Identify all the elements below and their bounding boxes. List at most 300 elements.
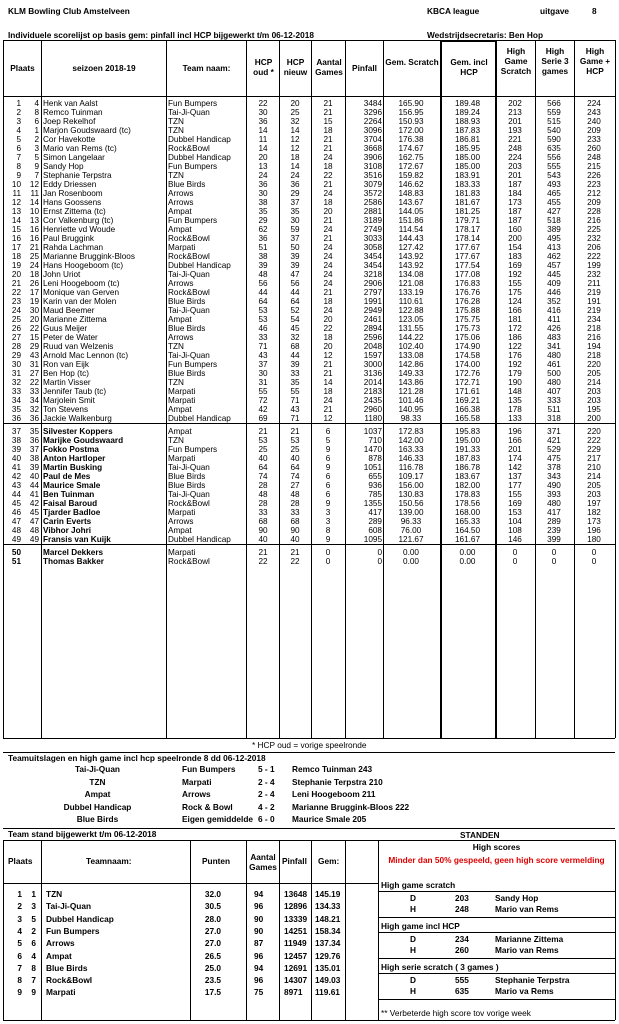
standing-points: 23.5 xyxy=(204,975,221,986)
cell-high-series: 399 xyxy=(547,535,561,544)
cell-player-name: Maud Beemer xyxy=(43,306,95,315)
cell-high-game-hcp: 243 xyxy=(587,108,601,117)
cell-avg-hcp: 185.00 xyxy=(454,162,481,171)
cell-rank: 34 xyxy=(11,396,21,405)
standing-points: 32.0 xyxy=(204,889,221,899)
cell-rank: 26 xyxy=(11,324,21,333)
cell-team: Fun Bumpers xyxy=(168,99,218,108)
cell-player-name: Mario van Rems (tc) xyxy=(43,144,117,153)
cell-rank: 4 xyxy=(16,126,21,135)
cell-high-series: 590 xyxy=(547,135,561,144)
cell-high-game-scratch: 187 xyxy=(508,180,522,189)
cell-avg-hcp: 174.90 xyxy=(454,342,481,351)
cell-avg-scratch: 139.00 xyxy=(398,508,424,517)
high-score-warning: Minder dan 50% gespeeld, geen high score vermelding xyxy=(388,855,605,865)
cell-pinfall: 1355 xyxy=(363,499,382,508)
cell-team: Marpati xyxy=(168,454,196,463)
cell-high-game-hcp: 197 xyxy=(587,499,601,508)
cell-games: 20 xyxy=(323,315,333,324)
cell-avg-hcp: 178.83 xyxy=(454,490,481,499)
cell-high-game-hcp: 173 xyxy=(587,517,601,526)
cell-high-game-scratch: 183 xyxy=(508,252,522,261)
cell-high-game-hcp: 205 xyxy=(587,481,601,490)
cell-avg-scratch: 144.05 xyxy=(398,207,424,216)
cell-hcp-new: 32 xyxy=(290,117,300,126)
standing-average: 158.34 xyxy=(315,925,341,936)
cell-hcp-new: 48 xyxy=(290,490,300,499)
cell-hcp-old: 46 xyxy=(258,324,268,333)
cell-team: Rock&Bowl xyxy=(168,499,210,508)
cell-high-game-hcp: 220 xyxy=(587,360,601,369)
cell-high-game-scratch: 202 xyxy=(508,99,522,108)
cell-prev-rank: 10 xyxy=(29,207,39,216)
standing-team-name: TZN xyxy=(46,889,63,899)
away-team: Eigen gemiddelde xyxy=(182,814,253,824)
cell-avg-scratch: 76.00 xyxy=(400,526,422,535)
cell-avg-scratch: 163.33 xyxy=(398,445,424,454)
cell-high-game-scratch: 221 xyxy=(508,135,522,144)
cell-high-series: 511 xyxy=(547,405,561,414)
cell-high-series: 515 xyxy=(547,117,561,126)
standen-title: STANDEN xyxy=(460,830,500,840)
standing-points: 17.5 xyxy=(204,987,221,998)
cell-player-name: Maurice Smale xyxy=(43,481,101,490)
cell-avg-hcp: 182.00 xyxy=(454,481,481,490)
cell-player-name: Paul de Mes xyxy=(43,472,91,481)
standing-rank: 7 xyxy=(17,962,22,973)
cell-hcp-old: 40 xyxy=(258,535,268,544)
cell-avg-scratch: 114.54 xyxy=(398,225,424,234)
cell-avg-scratch: 148.83 xyxy=(398,189,424,198)
cell-high-game-scratch: 192 xyxy=(508,360,522,369)
cell-games: 24 xyxy=(323,270,333,279)
cell-games: 21 xyxy=(323,99,333,108)
cell-games: 0 xyxy=(325,557,331,566)
cell-avg-hcp: 168.00 xyxy=(454,508,481,517)
cell-hcp-old: 11 xyxy=(258,135,268,144)
cell-games: 24 xyxy=(323,225,333,234)
cell-high-game-hcp: 0 xyxy=(591,548,597,557)
cell-avg-scratch: 130.83 xyxy=(398,490,424,499)
cell-pinfall: 3033 xyxy=(363,234,382,243)
cell-hcp-old: 56 xyxy=(258,279,268,288)
cell-high-game-hcp: 200 xyxy=(587,414,601,423)
standing-pinfall: 14251 xyxy=(284,925,308,936)
cell-avg-scratch: 0.00 xyxy=(403,548,419,557)
standing-rank: 2 xyxy=(17,901,22,912)
cell-high-game-scratch: 137 xyxy=(508,472,522,481)
cell-avg-scratch: 144.43 xyxy=(398,234,424,243)
player-row xyxy=(3,558,615,567)
cell-games: 12 xyxy=(323,414,333,423)
cell-games: 18 xyxy=(323,387,333,396)
cell-rank: 40 xyxy=(11,454,21,463)
cell-hcp-new: 74 xyxy=(290,472,300,481)
cell-team: Dubbel Handicap xyxy=(168,414,231,423)
cell-avg-hcp: 183.67 xyxy=(454,472,481,481)
cell-high-game-scratch: 135 xyxy=(508,396,522,405)
cell-high-game-hcp: 214 xyxy=(587,472,601,481)
cell-player-name: Marianne Zittema xyxy=(43,315,107,324)
cell-games: 9 xyxy=(325,463,331,472)
cell-hcp-old: 36 xyxy=(258,117,268,126)
cell-high-game-scratch: 172 xyxy=(508,324,522,333)
cell-hcp-old: 71 xyxy=(258,342,268,351)
cell-avg-scratch: 172.00 xyxy=(398,126,424,135)
cell-high-game-hcp: 248 xyxy=(587,153,601,162)
cell-games: 24 xyxy=(323,153,333,162)
cell-high-game-scratch: 201 xyxy=(508,445,522,454)
cell-high-game-hcp: 218 xyxy=(587,324,601,333)
cell-prev-rank: 20 xyxy=(29,315,39,324)
cell-player-name: Martin Busking xyxy=(43,463,103,472)
cell-team: Blue Birds xyxy=(168,369,206,378)
standing-rank: 1 xyxy=(17,889,22,899)
high-score-type: H xyxy=(410,904,416,914)
cell-high-series: 543 xyxy=(547,171,561,180)
cell-player-name: Faisal Baroud xyxy=(43,499,98,508)
cell-rank: 35 xyxy=(11,405,21,414)
home-team: Ampat xyxy=(84,789,111,799)
away-team: Rock & Bowl xyxy=(182,801,233,812)
cell-rank: 13 xyxy=(11,207,21,216)
cell-hcp-new: 47 xyxy=(290,270,300,279)
cell-hcp-old: 25 xyxy=(258,445,268,454)
standing-pinfall: 12691 xyxy=(284,962,308,973)
cell-rank: 25 xyxy=(11,315,21,324)
cell-player-name: Thomas Bakker xyxy=(43,557,104,566)
home-team: Blue Birds xyxy=(76,814,119,824)
cell-high-series: 465 xyxy=(547,189,561,198)
cell-high-game-hcp: 209 xyxy=(587,198,601,207)
cell-high-game-hcp: 209 xyxy=(587,126,601,135)
cell-prev-rank: 18 xyxy=(29,270,39,279)
cell-avg-scratch: 142.00 xyxy=(398,436,424,445)
cell-pinfall: 2048 xyxy=(363,342,382,351)
cell-avg-hcp: 181.83 xyxy=(454,189,481,198)
match-high-game: Stephanie Terpstra 210 xyxy=(292,776,383,787)
high-score-block-title: High game scratch xyxy=(381,880,456,890)
cell-avg-scratch: 116.78 xyxy=(398,463,424,472)
cell-games: 20 xyxy=(323,207,333,216)
cell-prev-rank: 12 xyxy=(29,180,39,189)
cell-high-game-hcp: 222 xyxy=(587,252,601,261)
cell-high-game-scratch: 155 xyxy=(508,490,522,499)
standing-prev-rank: 2 xyxy=(31,925,36,936)
match-score: 2 - 4 xyxy=(258,776,275,787)
cell-high-series: 333 xyxy=(547,396,561,405)
cell-avg-hcp: 172.71 xyxy=(454,378,481,387)
cell-player-name: Marianne Bruggink-Bloos xyxy=(43,252,135,261)
cell-avg-hcp: 181.25 xyxy=(454,207,481,216)
cell-prev-rank: 22 xyxy=(29,378,39,387)
standing-games: 94 xyxy=(254,962,264,973)
cell-rank: 45 xyxy=(11,499,21,508)
cell-player-name: Cor Havekotte xyxy=(43,135,96,144)
cell-team: Tai-Ji-Quan xyxy=(168,270,210,279)
cell-rank: 30 xyxy=(11,360,21,369)
cell-prev-rank: 9 xyxy=(34,162,39,171)
cell-avg-hcp: 177.67 xyxy=(454,252,481,261)
cell-rank: 17 xyxy=(11,243,21,252)
cell-player-name: Jennifer Taub (tc) xyxy=(43,387,107,396)
cell-team: Ampat xyxy=(168,315,192,324)
cell-team: Tai-Ji-Quan xyxy=(168,306,210,315)
cell-hcp-new: 68 xyxy=(290,517,300,526)
cell-prev-rank: 22 xyxy=(29,324,39,333)
cell-high-series: 457 xyxy=(547,261,561,270)
cell-high-series: 455 xyxy=(547,198,561,207)
cell-high-game-scratch: 124 xyxy=(508,297,522,306)
cell-hcp-old: 36 xyxy=(258,180,268,189)
cell-avg-scratch: 150.93 xyxy=(398,117,424,126)
cell-games: 6 xyxy=(325,481,331,490)
cell-high-series: 318 xyxy=(547,414,561,423)
cell-pinfall: 3484 xyxy=(363,99,382,108)
cell-pinfall: 3668 xyxy=(363,144,382,153)
cell-hcp-new: 55 xyxy=(290,387,300,396)
standing-average: 119.61 xyxy=(315,987,340,998)
cell-pinfall: 3079 xyxy=(363,180,382,189)
player-table xyxy=(3,100,615,567)
cell-games: 22 xyxy=(323,324,333,333)
cell-hcp-new: 12 xyxy=(290,144,300,153)
cell-prev-rank: 45 xyxy=(29,508,39,517)
cell-pinfall: 2264 xyxy=(363,117,382,126)
cell-pinfall: 3218 xyxy=(363,270,382,279)
cell-rank: 46 xyxy=(11,508,21,517)
cell-hcp-new: 33 xyxy=(290,369,300,378)
cell-games: 0 xyxy=(325,548,331,557)
cell-team: Rock&Bowl xyxy=(168,252,210,261)
cell-high-game-hcp: 191 xyxy=(587,297,601,306)
cell-avg-hcp: 175.75 xyxy=(454,315,481,324)
cell-high-series: 635 xyxy=(547,144,561,153)
high-score-type: D xyxy=(410,975,416,985)
cell-high-series: 555 xyxy=(547,162,561,171)
match-score: 6 - 0 xyxy=(258,814,275,824)
cell-high-game-hcp: 219 xyxy=(587,288,601,297)
cell-high-game-hcp: 206 xyxy=(587,243,601,252)
cell-hcp-old: 24 xyxy=(258,171,268,180)
standing-pinfall: 12896 xyxy=(284,901,308,912)
team-results-title: Teamuitslagen en high game incl hcp speelronde 8 dd 06-12-2018 xyxy=(8,753,266,763)
cell-high-game-scratch: 155 xyxy=(508,279,522,288)
cell-avg-scratch: 134.08 xyxy=(398,270,424,279)
list-subtitle: Individuele scorelijst op basis gem: pinfall incl HCP bijgewerkt t/m 06-12-2018 xyxy=(8,30,315,40)
cell-avg-scratch: 101.46 xyxy=(398,396,424,405)
high-score-value: 635 xyxy=(455,986,469,996)
cell-player-name: Anton Hartloper xyxy=(43,454,106,463)
cell-team: Fun Bumpers xyxy=(168,162,218,171)
cell-avg-scratch: 162.75 xyxy=(398,153,424,162)
cell-rank: 7 xyxy=(16,153,21,162)
cell-team: TZN xyxy=(168,342,184,351)
cell-high-series: 559 xyxy=(547,108,561,117)
cell-high-game-scratch: 175 xyxy=(508,288,522,297)
cell-prev-rank: 6 xyxy=(34,117,39,126)
high-score-value: 248 xyxy=(455,904,469,914)
cell-hcp-new: 68 xyxy=(290,342,300,351)
cell-games: 18 xyxy=(323,126,333,135)
cell-hcp-new: 33 xyxy=(290,508,300,517)
standing-games: 87 xyxy=(254,938,264,949)
cell-hcp-new: 40 xyxy=(290,454,300,463)
cell-high-series: 480 xyxy=(547,351,561,360)
cell-hcp-new: 52 xyxy=(290,306,300,315)
cell-hcp-old: 14 xyxy=(258,126,268,135)
cell-high-game-hcp: 182 xyxy=(587,508,601,517)
cell-games: 9 xyxy=(325,499,331,508)
cell-games: 6 xyxy=(325,472,331,481)
cell-hcp-new: 43 xyxy=(290,405,300,414)
cell-player-name: Fokko Postma xyxy=(43,445,99,454)
standing-pinfall: 13339 xyxy=(284,913,308,924)
standing-points: 27.0 xyxy=(204,925,221,936)
cell-pinfall: 608 xyxy=(368,526,382,535)
secretary: Wedstrijdsecretaris: Ben Hop xyxy=(427,30,544,40)
cell-hcp-old: 40 xyxy=(258,454,268,463)
high-score-value: 260 xyxy=(455,945,469,955)
edition-number: 8 xyxy=(592,6,597,16)
cell-high-series: 556 xyxy=(547,153,561,162)
cell-hcp-old: 90 xyxy=(258,526,268,535)
cell-player-name: Sandy Hop xyxy=(43,162,84,171)
cell-games: 24 xyxy=(323,396,333,405)
cell-games: 21 xyxy=(323,180,333,189)
cell-player-name: Marcel Dekkers xyxy=(43,548,104,557)
cell-high-game-scratch: 176 xyxy=(508,351,522,360)
cell-hcp-new: 39 xyxy=(290,252,300,261)
cell-hcp-old: 30 xyxy=(258,189,268,198)
cell-high-game-scratch: 108 xyxy=(508,526,522,535)
high-scores-label: High scores xyxy=(472,842,521,852)
cell-avg-scratch: 159.82 xyxy=(398,171,424,180)
standing-average: 149.03 xyxy=(315,975,341,986)
cell-high-game-scratch: 154 xyxy=(508,243,522,252)
high-score-type: D xyxy=(410,934,416,944)
cell-player-name: Guus Meijer xyxy=(43,324,88,333)
cell-games: 18 xyxy=(323,162,333,171)
cell-high-game-scratch: 192 xyxy=(508,270,522,279)
cell-hcp-new: 14 xyxy=(290,126,300,135)
cell-high-game-scratch: 196 xyxy=(508,427,522,436)
cell-avg-hcp: 195.00 xyxy=(454,436,481,445)
cell-rank: 43 xyxy=(11,481,21,490)
cell-high-series: 413 xyxy=(547,243,561,252)
cell-pinfall: 3108 xyxy=(363,162,382,171)
cell-pinfall: 1991 xyxy=(363,297,382,306)
cell-high-game-scratch: 224 xyxy=(508,153,522,162)
cell-high-game-scratch: 166 xyxy=(508,436,522,445)
cell-hcp-new: 12 xyxy=(290,135,300,144)
cell-games: 18 xyxy=(323,297,333,306)
cell-hcp-old: 72 xyxy=(258,396,268,405)
cell-team: Fun Bumpers xyxy=(168,360,218,369)
cell-pinfall: 3189 xyxy=(363,216,382,225)
cell-hcp-old: 64 xyxy=(258,463,268,472)
cell-avg-scratch: 96.33 xyxy=(400,517,422,526)
cell-hcp-old: 53 xyxy=(258,306,268,315)
cell-player-name: Martin Visser xyxy=(43,378,91,387)
cell-hcp-old: 21 xyxy=(258,427,268,436)
cell-hcp-new: 24 xyxy=(290,171,300,180)
standing-rank: 3 xyxy=(17,913,22,924)
cell-avg-hcp: 164.50 xyxy=(454,526,481,535)
cell-hcp-new: 39 xyxy=(290,360,300,369)
cell-team: TZN xyxy=(168,126,184,135)
cell-games: 5 xyxy=(325,436,331,445)
cell-team: Rock&Bowl xyxy=(168,288,210,297)
standing-average: 148.21 xyxy=(315,913,341,924)
cell-high-game-hcp: 203 xyxy=(587,387,601,396)
cell-avg-hcp: 176.28 xyxy=(454,297,481,306)
cell-pinfall: 1470 xyxy=(363,445,382,454)
cell-high-game-hcp: 210 xyxy=(587,463,601,472)
cell-team: Ampat xyxy=(168,225,192,234)
cell-player-name: Karin van der Molen xyxy=(43,297,117,306)
cell-high-series: 352 xyxy=(547,297,561,306)
cell-avg-scratch: 98.33 xyxy=(400,414,422,423)
cell-player-name: John Uriot xyxy=(43,270,81,279)
cell-games: 9 xyxy=(325,445,331,454)
match-high-game: Maurice Smale 205 xyxy=(292,814,367,824)
cell-hcp-old: 68 xyxy=(258,517,268,526)
league-name: KBCA league xyxy=(427,6,480,16)
col-avg-scratch: Gem. Scratch xyxy=(385,57,439,67)
cell-avg-hcp: 189.48 xyxy=(454,99,481,108)
cell-high-series: 480 xyxy=(547,499,561,508)
high-score-value: 234 xyxy=(455,934,469,944)
standing-col-punten: Punten xyxy=(202,856,231,866)
cell-high-series: 462 xyxy=(547,252,561,261)
cell-games: 3 xyxy=(325,508,331,517)
cell-high-series: 409 xyxy=(547,279,561,288)
cell-pinfall: 2461 xyxy=(363,315,382,324)
cell-high-game-scratch: 166 xyxy=(508,306,522,315)
cell-high-game-hcp: 203 xyxy=(587,396,601,405)
edition-label: uitgave xyxy=(540,6,570,16)
cell-games: 21 xyxy=(323,108,333,117)
cell-hcp-old: 74 xyxy=(258,472,268,481)
cell-avg-scratch: 133.19 xyxy=(398,288,424,297)
cell-games: 21 xyxy=(323,135,333,144)
cell-avg-hcp: 177.67 xyxy=(454,243,481,252)
cell-prev-rank: 48 xyxy=(29,526,39,535)
cell-rank: 28 xyxy=(11,342,21,351)
standing-games: 90 xyxy=(254,925,264,936)
cell-player-name: Jackie Walkenburg xyxy=(43,414,112,423)
cell-high-game-scratch: 186 xyxy=(508,333,522,342)
cell-avg-hcp: 176.76 xyxy=(454,288,481,297)
cell-games: 6 xyxy=(325,454,331,463)
cell-hcp-new: 21 xyxy=(290,427,300,436)
cell-high-game-hcp: 218 xyxy=(587,351,601,360)
cell-hcp-old: 30 xyxy=(258,108,268,117)
cell-high-game-scratch: 104 xyxy=(508,517,522,526)
cell-games: 24 xyxy=(323,306,333,315)
cell-team: Rock&Bowl xyxy=(168,557,210,566)
cell-avg-scratch: 165.90 xyxy=(398,99,424,108)
cell-avg-scratch: 102.40 xyxy=(398,342,424,351)
cell-high-game-hcp: 196 xyxy=(587,526,601,535)
cell-hcp-new: 27 xyxy=(290,481,300,490)
cell-hcp-new: 54 xyxy=(290,315,300,324)
cell-hcp-old: 22 xyxy=(258,99,268,108)
standing-rank: 6 xyxy=(17,950,22,961)
cell-team: Blue Birds xyxy=(168,297,206,306)
cell-avg-hcp: 165.58 xyxy=(454,414,481,423)
